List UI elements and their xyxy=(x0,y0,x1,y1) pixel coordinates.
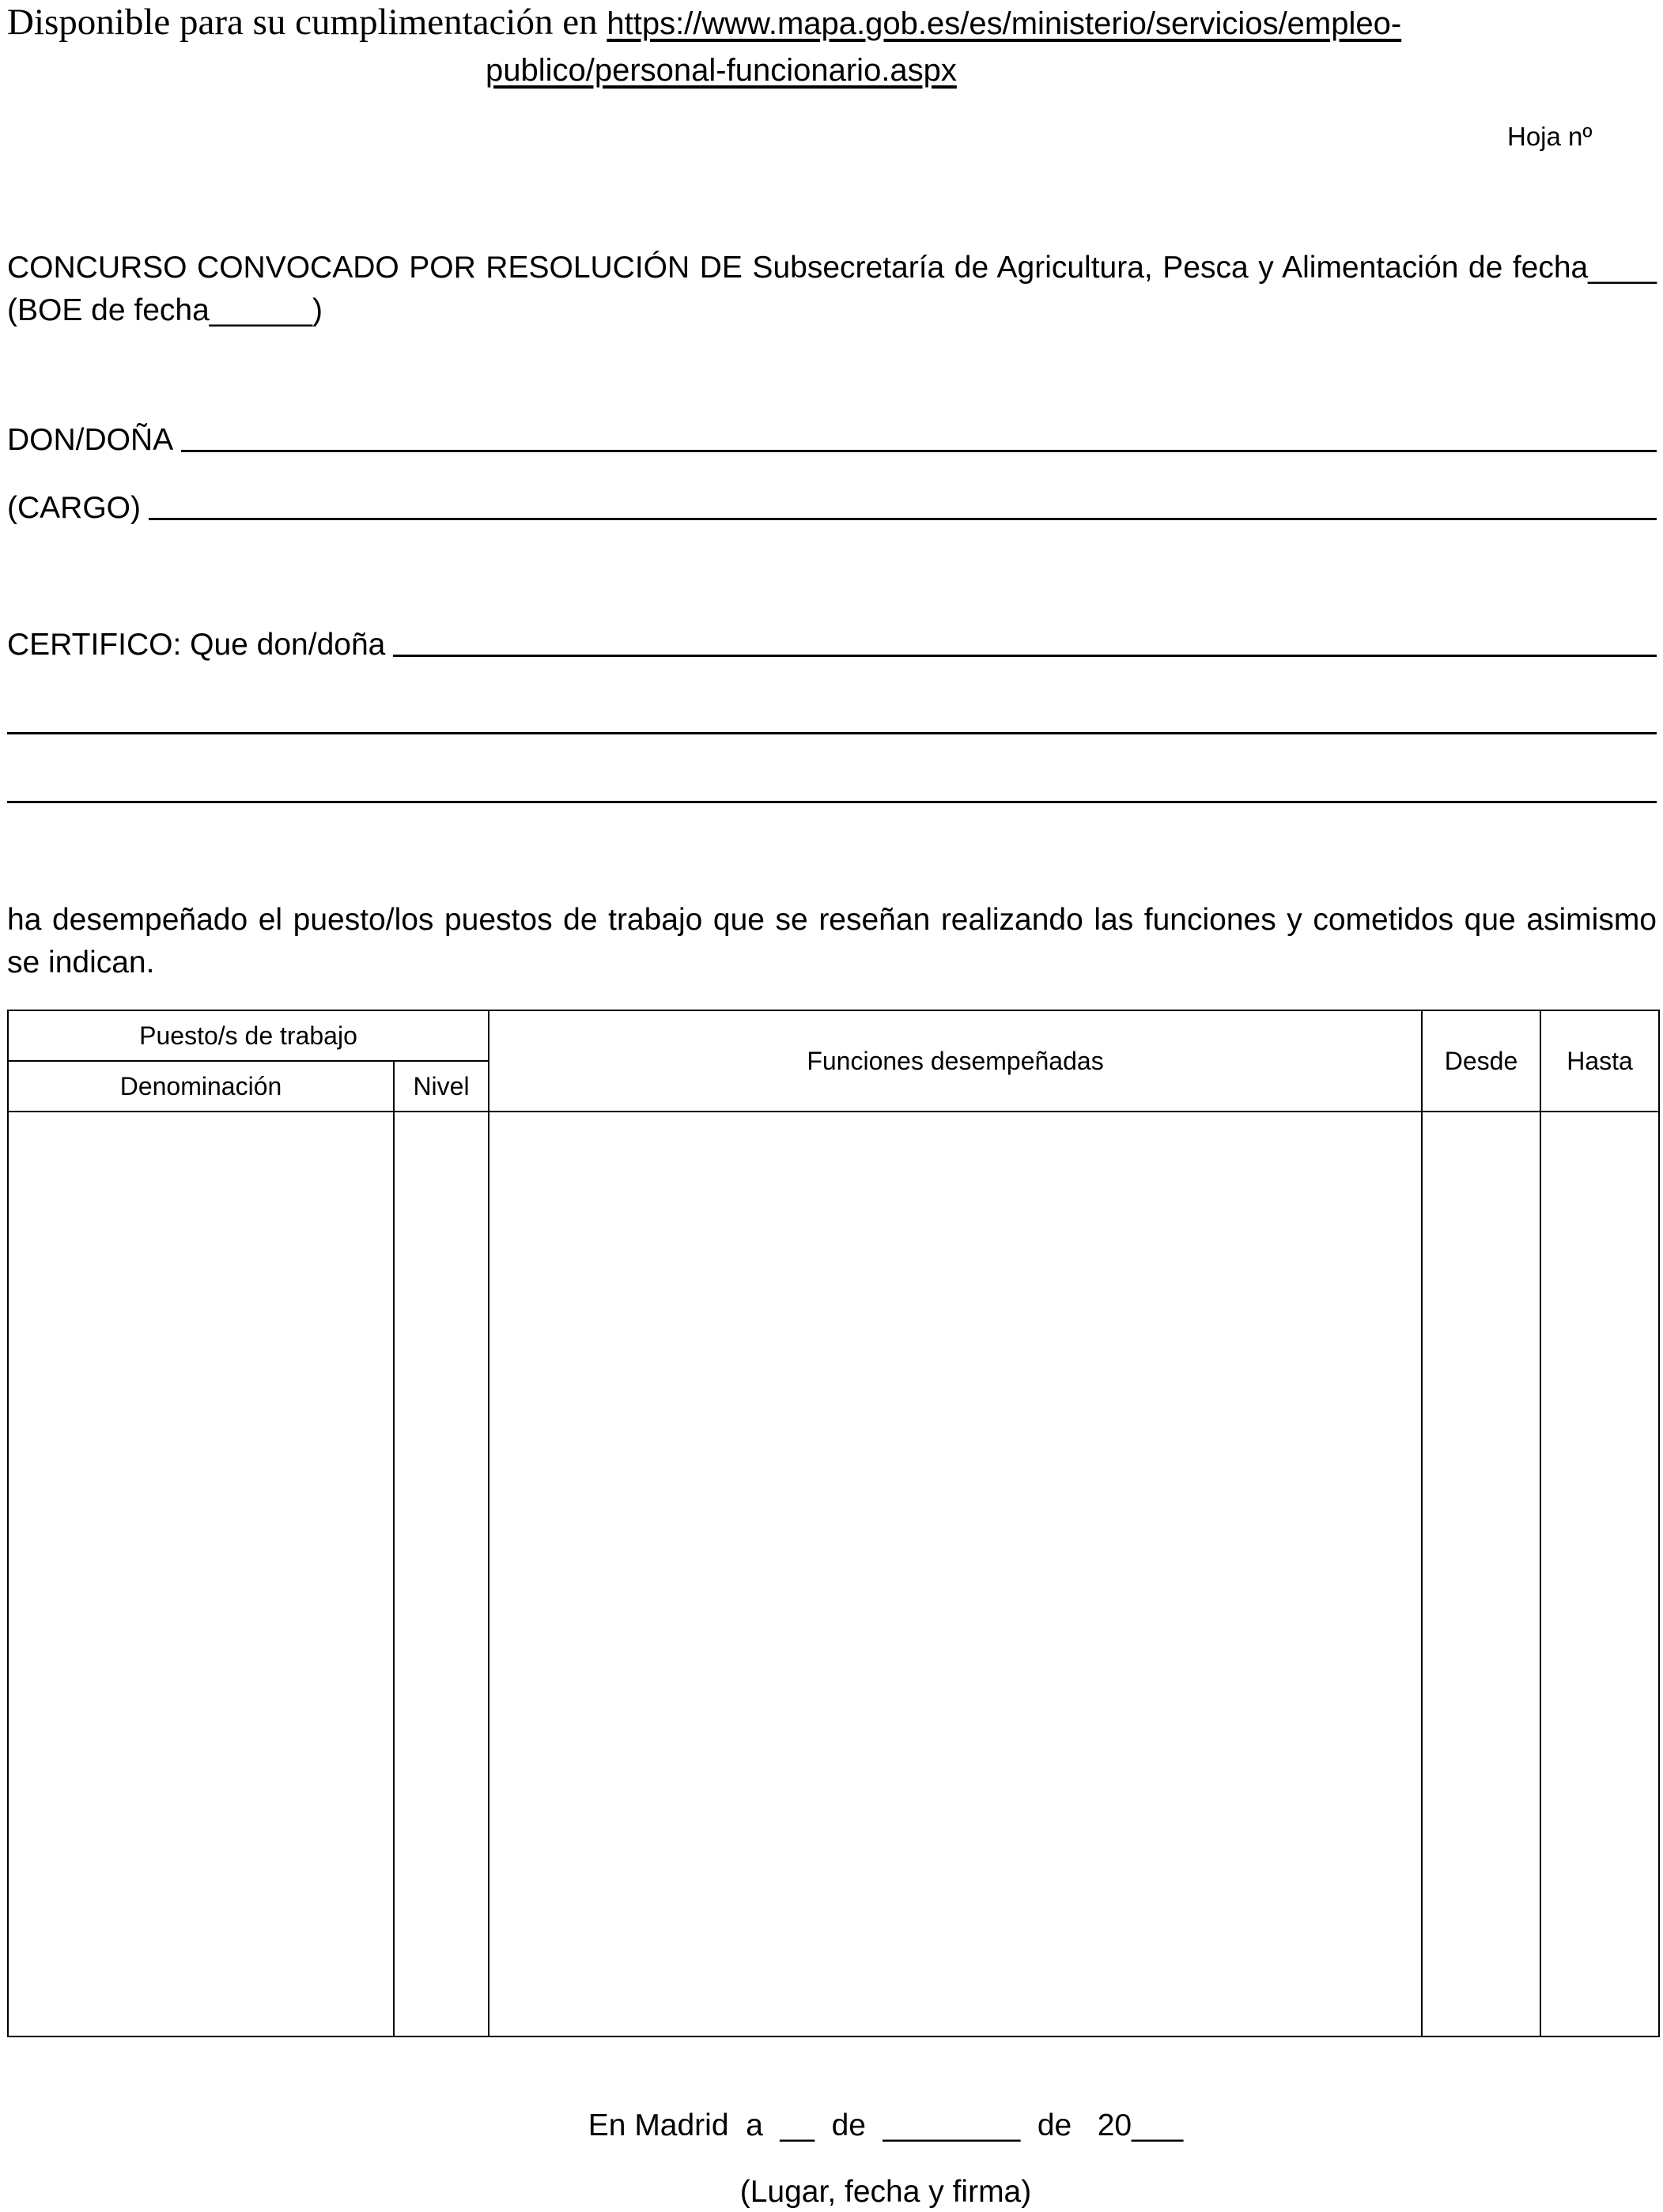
cargo-label: (CARGO) xyxy=(7,491,141,525)
form-url-link[interactable]: https://www.mapa.gob.es/es/ministerio/servicios/empleo- xyxy=(607,6,1402,41)
sheet-number-label: Hoja nº xyxy=(1507,122,1593,151)
certifico-field xyxy=(7,625,1657,665)
denominacion-cell[interactable] xyxy=(8,1112,394,2036)
don-dona-label: DON/DOÑA xyxy=(7,423,174,457)
certifico-continuation-line-1[interactable] xyxy=(7,732,1657,734)
cargo-field xyxy=(7,489,1657,528)
header-denominacion: Denominación xyxy=(8,1061,394,1112)
don-dona-blank[interactable] xyxy=(181,450,1657,452)
don-dona-field xyxy=(7,421,1657,460)
header-availability-text xyxy=(7,0,1401,46)
certifico-continuation-line-2[interactable] xyxy=(7,801,1657,803)
header-desde: Desde xyxy=(1422,1010,1540,1112)
duties-statement: ha desempeñado el puesto/los puestos de trabajo que se reseñan realizando las funciones y cometidos que asimismo se indican. xyxy=(7,903,1657,980)
header-hasta: Hasta xyxy=(1540,1010,1659,1112)
signature-caption: (Lugar, fecha y firma) xyxy=(739,2175,1032,2209)
hasta-cell[interactable] xyxy=(1540,1112,1659,2036)
header-prefix: Disponible para su cumplimentación en xyxy=(7,2,607,43)
concurso-statement: CONCURSO CONVOCADO POR RESOLUCIÓN DE Subsecretaría de Agricultura, Pesca y Alimentación de fecha____ (BOE de fecha______) xyxy=(7,251,1657,327)
certifico-blank[interactable] xyxy=(393,655,1657,657)
desde-cell[interactable] xyxy=(1422,1112,1540,2036)
header-nivel: Nivel xyxy=(394,1061,489,1112)
certifico-label: CERTIFICO: Que don/doña xyxy=(7,628,386,662)
place-date-line: En Madrid a __ de ________ de 20___ xyxy=(588,2108,1184,2142)
job-positions-table xyxy=(7,1010,1660,2037)
cargo-blank[interactable] xyxy=(149,518,1657,520)
group-header-puestos: Puesto/s de trabajo xyxy=(8,1010,489,1061)
funciones-cell[interactable] xyxy=(489,1112,1422,2036)
form-url-link-continued[interactable]: publico/personal-funcionario.aspx xyxy=(486,53,957,88)
nivel-cell[interactable] xyxy=(394,1112,489,2036)
header-funciones: Funciones desempeñadas xyxy=(489,1010,1422,1112)
